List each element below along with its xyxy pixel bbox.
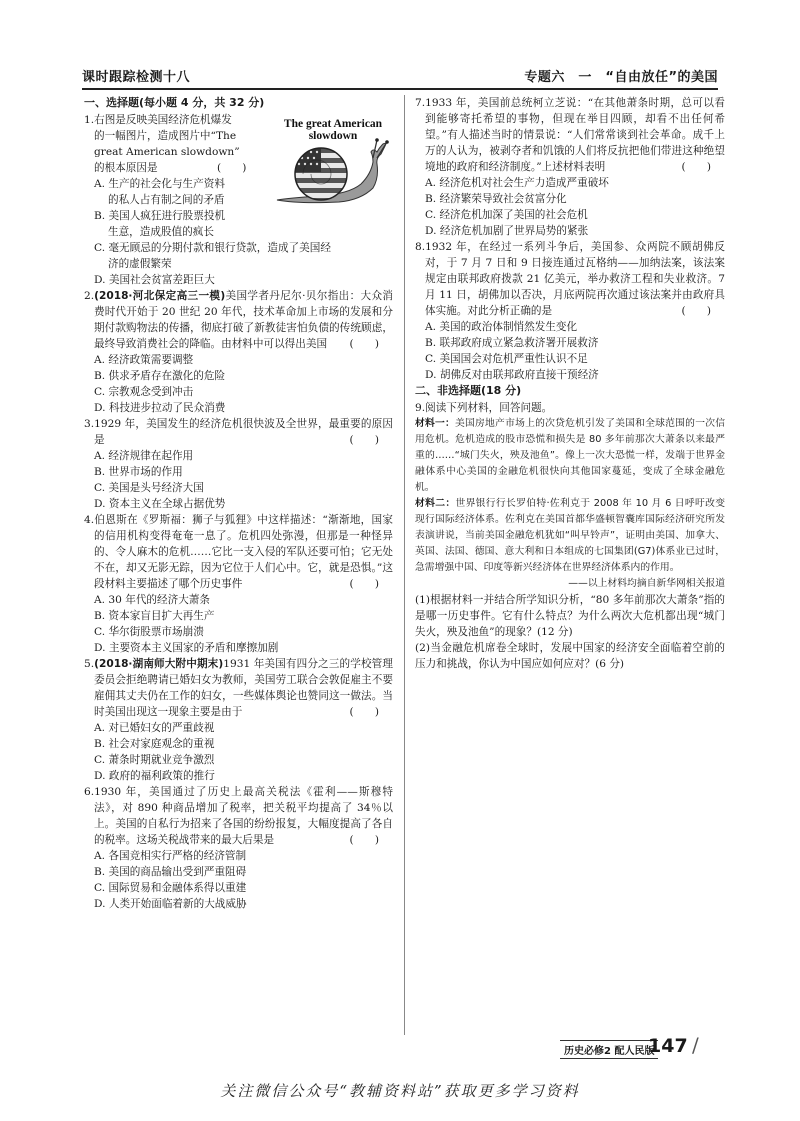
q2-option-d: D. 科技进步拉动了民众消费 <box>94 402 226 414</box>
section2-title: 二、非选择题(18 分) <box>415 384 522 397</box>
q8-option-c: C. 美国国会对危机严重性认识不足 <box>425 353 588 365</box>
q8-bracket: ( ) <box>681 305 711 317</box>
q6-bracket: ( ) <box>349 834 379 846</box>
column-divider <box>404 95 405 1035</box>
q1-line-1: 1.右图是反映美国经济危机爆发 <box>84 114 232 126</box>
q3-option-a: A. 经济规律在起作用 <box>94 450 194 462</box>
q2-source: (2018·河北保定高三一模) <box>94 290 226 302</box>
question-1 <box>84 112 393 288</box>
q1-option-a-line1: A. 生产的社会化与生产资料 <box>94 178 225 190</box>
page-number: 147 <box>648 1035 688 1057</box>
q5-option-d: D. 政府的福利政策的推行 <box>94 770 215 782</box>
q2-option-c: C. 宗教观念受到冲击 <box>94 386 194 398</box>
q5-bracket: ( ) <box>349 706 379 718</box>
q5-stem: 1931 年美国有四分之三的学校管理委员会拒绝聘请已婚妇女为教师，美国劳工联合会敦促雇主不要雇佣其丈夫仍在工作的妇女，一些媒体舆论也赞同这一做法。当时美国出现这一现象主要是由于 <box>94 658 393 718</box>
q1-option-d: D. 美国社会贫富差距巨大 <box>94 274 215 286</box>
q4-option-a: A. 30 年代的经济大萧条 <box>94 594 210 606</box>
q9-material-2 <box>415 496 725 576</box>
q7-stem: 7.1933 年，美国前总统柯立芝说：“在其他萧条时期，总可以看到能够寄托希望的事物，但现在举目四顾，却看不出任何希望。”有人描述当时的情景说：“人们常常谈到社会革命。成千上万的人认为，被剥夺者和饥饿的人们将反抗把他们带进这种绝望境地的政府和经济制度。”上述材料表明 <box>415 97 725 173</box>
snail-illustration <box>269 118 397 206</box>
q8-option-b: B. 联邦政府成立紧急救济署开展救济 <box>425 337 599 349</box>
q4-bracket: ( ) <box>349 578 379 590</box>
q8-option-a: A. 美国的政治体制悄然发生变化 <box>425 321 578 333</box>
q1-bracket: ( ) <box>216 162 247 174</box>
q9-stem: 9.阅读下列材料，回答问题。 <box>415 402 553 414</box>
page-header <box>82 66 718 86</box>
q9-material-2-label: 材料二： <box>415 498 456 509</box>
snail-flag-figure <box>269 118 397 206</box>
q9-source-note: ——以上材料均摘自新华网相关报道 <box>568 578 725 589</box>
figure-caption-line1: The great American <box>283 118 383 130</box>
q4-option-b: B. 资本家盲目扩大再生产 <box>94 610 215 622</box>
q5-option-c: C. 萧条时期就业竞争激烈 <box>94 754 215 766</box>
q2-number: 2. <box>84 290 95 302</box>
watermark-text: 关注微信公众号“教辅资料站”获取更多学习资料 <box>220 1082 580 1100</box>
q1-option-b-line2: 生意，造成股值的疯长 <box>108 226 214 238</box>
question-6 <box>84 784 393 912</box>
q7-option-c: C. 经济危机加深了美国的社会危机 <box>425 209 588 221</box>
q2-option-a: A. 经济政策需要调整 <box>94 354 194 366</box>
q6-option-a: A. 各国竞相实行严格的经济管制 <box>94 850 247 862</box>
q3-option-c: C. 美国是头号经济大国 <box>94 482 204 494</box>
q3-bracket: ( ) <box>349 434 379 446</box>
q5-option-b: B. 社会对家庭观念的重视 <box>94 738 215 750</box>
q4-option-d: D. 主要资本主义国家的矛盾和摩擦加剧 <box>94 642 279 654</box>
q9-material-1-label: 材料一： <box>415 418 456 429</box>
q7-option-b: B. 经济繁荣导致社会贫富分化 <box>425 193 567 205</box>
q6-option-c: C. 国际贸易和金融体系得以重建 <box>94 882 247 894</box>
q7-option-a: A. 经济危机对社会生产力造成严重破坏 <box>425 177 609 189</box>
q3-stem: 3.1929 年，美国发生的经济危机很快波及全世界，最重要的原因是 <box>84 418 393 446</box>
q9-subquestion-1: (1)根据材料一并结合所学知识分析，“80 多年前那次大萧条”指的是哪一历史事件。它有什么特点？为什么两次大危机都出现“城门失火，殃及池鱼”的现象？(12 分) <box>415 594 725 638</box>
q6-stem: 6.1930 年，美国通过了历史上最高关税法《霍利——斯穆特法》，对 890 种商品增加了税率，把关税平均提高了 34％以上。美国的自私行为招来了各国的纷纷报复，大幅度提高了各自的税率。这场关税战带来的最大后果是 <box>84 786 393 846</box>
q8-stem: 8.1932 年，在经过一系列斗争后，美国参、众两院不顾胡佛反对，于 7 月 7 日和 9 日接连通过瓦格纳——加纳法案，该法案规定由联邦政府拨款 21 亿美元，举办救济工程和失业救济。7 月 11 日，胡佛加以否决，月底两院再次通过该法案并由政府具体实施。对此分析正确的是 <box>415 241 725 317</box>
q5-option-a: A. 对已婚妇女的严重歧视 <box>94 722 215 734</box>
header-rule <box>82 88 718 90</box>
q7-bracket: ( ) <box>681 161 711 173</box>
question-5 <box>84 656 393 784</box>
q4-option-c: C. 华尔街股票市场崩溃 <box>94 626 204 638</box>
question-8 <box>415 239 725 383</box>
q3-option-d: D. 资本主义在全球占据优势 <box>94 498 226 510</box>
q5-number: 5. <box>84 658 95 670</box>
question-7 <box>415 95 725 239</box>
q4-stem: 4.伯恩斯在《罗斯福：狮子与狐狸》中这样描述：“渐渐地，国家的信用机构变得奄奄一息了。危机四处弥漫，但那是一种怪异的、令人麻木的危机……它比一支入侵的军队还要可怕；它无处不在，却又无影无踪，因为它位于人们心中。它，就是恐惧。”这段材料主要描述了哪个历史事件 <box>84 514 393 590</box>
q1-line-2: 的一幅图片，造成图片中“The <box>94 130 237 142</box>
question-3 <box>84 416 393 512</box>
left-column <box>84 95 393 912</box>
q9-material-1 <box>415 416 725 496</box>
q9-material-1-text: 美国房地产市场上的次贷危机引发了美国和全球范围的一次信用危机。危机造成的股市恐慌和损失是 80 多年前那次大萧条以来最严重的……“城门失火，殃及池鱼”。像上一次大恐慌一样，发端于世界金融体系中心美国的金融危机很快向其他国家蔓延，变成了全球金融危机。 <box>415 418 726 493</box>
q9-subquestion-2: (2)当金融危机席卷全球时，发展中国家的经济安全面临着空前的压力和挑战，你认为中国应如何应对？(6 分) <box>415 642 725 670</box>
figure-caption-line2: slowdown <box>308 130 358 142</box>
q1-line-4: 的根本原因是 <box>94 162 158 174</box>
q2-option-b: B. 供求矛盾存在激化的危险 <box>94 370 226 382</box>
question-2 <box>84 288 393 416</box>
q1-option-c <box>84 240 393 272</box>
q1-option-c-line2: 济的虚假繁荣 <box>108 258 172 270</box>
q1-option-a-line2: 的私人占有制之间的矛盾 <box>108 194 225 206</box>
page-slash-mark: / <box>692 1033 699 1057</box>
q1-line-3: great American slowdown” <box>94 146 240 158</box>
q6-option-d: D. 人类开始面临着新的大战威胁 <box>94 898 247 910</box>
q2-bracket: ( ) <box>349 338 379 350</box>
question-9 <box>415 400 725 672</box>
section1-title: 一、选择题(每小题 4 分，共 32 分) <box>84 96 265 109</box>
footer-label: 历史必修2 配人民版 <box>560 1040 658 1059</box>
right-column <box>415 95 725 672</box>
q1-option-b <box>84 208 262 240</box>
q1-option-b-line1: B. 美国人疯狂进行股票投机 <box>94 210 226 222</box>
q1-option-a <box>84 176 262 208</box>
q9-material-2-text: 世界银行行长罗伯特·佐利克于 2008 年 10 月 6 日呼吁改变现行国际经济体系。佐利克在美国首都华盛顿智囊库国际经济研究所发表演讲说，当前美国金融危机犹如“叫早铃声”，证明由美国、加拿大、英国、法国、德国、意大利和日本组成的七国集团(G7)体系业已过时，急需增强中国、印度等新兴经济体在世界经济体系内的作用。 <box>415 498 726 573</box>
header-left-title: 课时跟踪检测十八 <box>82 70 191 85</box>
question-4 <box>84 512 393 656</box>
q6-option-b: B. 美国的商品输出受到严重阻碍 <box>94 866 247 878</box>
q2-stem: 美国学者丹尼尔·贝尔指出：大众消费时代开始于 20 世纪 20 年代，技术革命加上市场的发展和分期付款购物法的传播，彻底打破了新教徒害怕负债的传统顾虑，最终导致消费社会的降临。由材料中可以得出美国 <box>94 290 393 350</box>
q5-source: (2018·湖南师大附中期末) <box>94 658 224 670</box>
header-right-title: 专题六 一 “自由放任”的美国 <box>524 70 718 85</box>
q7-option-d: D. 经济危机加剧了世界局势的紧张 <box>425 225 589 237</box>
q3-option-b: B. 世界市场的作用 <box>94 466 183 478</box>
q1-option-c-line1: C. 毫无顾忌的分期付款和银行贷款，造成了美国经 <box>94 242 331 254</box>
q8-option-d: D. 胡佛反对由联邦政府直接干预经济 <box>425 369 599 381</box>
